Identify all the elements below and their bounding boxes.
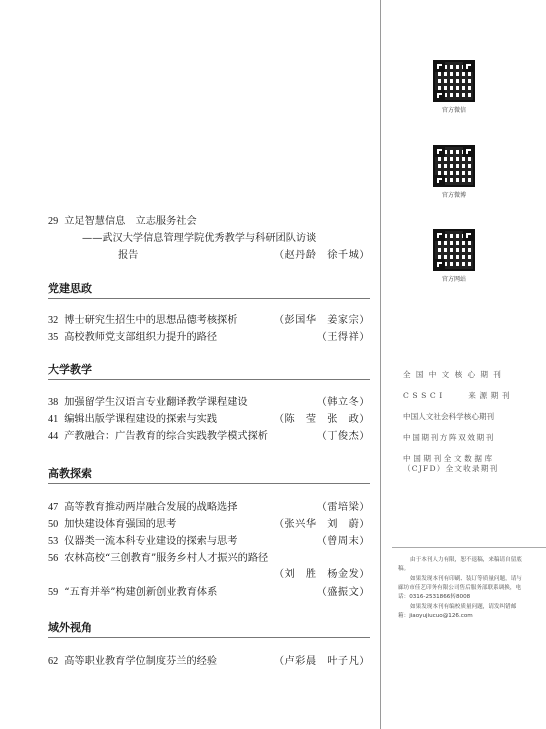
page-number: 62 <box>48 656 59 667</box>
toc-entry[interactable] <box>48 314 370 328</box>
section-header <box>48 282 370 296</box>
entry-authors: （彭国华 姜家宗） <box>273 315 370 326</box>
qr-code-icon <box>433 145 475 187</box>
section-header <box>48 363 370 377</box>
page-number: 44 <box>48 431 59 442</box>
entry-subtitle: ——武汉大学信息管理学院优秀教学与科研团队访谈 <box>82 233 317 244</box>
entry-title: 立足智慧信息 立志服务社会 <box>64 216 197 227</box>
section-rule <box>48 637 370 638</box>
notice-text: 如果发现本刊有印刷、装订等质量问题，请与廊坊市佳艺印务有限公司售后服务部联系调换，电话：0316-2531866转8008 <box>398 576 522 600</box>
entry-authors: （韩立冬） <box>316 397 370 408</box>
section-header <box>48 467 370 481</box>
toc-entry-lead[interactable] <box>48 215 370 229</box>
qr-wechat[interactable] <box>424 60 484 114</box>
column-divider <box>380 0 381 729</box>
notice-rule <box>392 547 546 548</box>
page-number: 56 <box>48 553 59 564</box>
entry-title: 高等教育推动两岸融合发展的战略选择 <box>64 502 238 513</box>
page-number: 32 <box>48 315 59 326</box>
toc-entry[interactable] <box>48 430 370 444</box>
qr-weibo[interactable] <box>424 145 484 199</box>
toc-entry[interactable] <box>48 396 370 410</box>
page-number: 29 <box>48 216 59 227</box>
toc-entry-lead-subtitle <box>48 232 370 246</box>
toc-entry[interactable] <box>48 331 370 345</box>
qr-code-icon <box>433 229 475 271</box>
section-title: 党建思政 <box>48 282 92 295</box>
qr-label: 官方微信 <box>441 107 466 114</box>
entry-authors: （陈 莹 张 政） <box>273 414 370 425</box>
entry-authors: （丁俊杰） <box>316 431 370 442</box>
index-item: 中国期刊方阵双效期刊 <box>403 433 495 442</box>
entry-authors: （雷培梁） <box>316 502 370 513</box>
section-rule <box>48 483 370 484</box>
entry-title: 高等职业教育学位制度芬兰的经验 <box>64 656 218 667</box>
toc-entry[interactable] <box>48 518 370 532</box>
qr-label: 官方微博 <box>441 192 466 199</box>
entry-authors: （刘 胜 杨金发） <box>273 569 370 580</box>
index-item: CSSCI 来源期刊 <box>403 391 514 400</box>
index-item: 中国期刊全文数据库 <box>403 454 495 463</box>
index-listings <box>403 370 535 485</box>
entry-authors: （卢彩晨 叶子凡） <box>273 656 370 667</box>
page-number: 35 <box>48 332 59 343</box>
notice-box <box>398 556 526 622</box>
qr-website[interactable] <box>424 229 484 283</box>
entry-title: “五育并举”构建创新创业教育体系 <box>64 587 218 598</box>
section-rule <box>48 298 370 299</box>
toc-entry[interactable] <box>48 501 370 515</box>
section-title: 高教探索 <box>48 467 92 480</box>
toc-entry[interactable] <box>48 655 370 669</box>
toc-entry[interactable] <box>48 413 370 427</box>
notice-text: 由于本刊人力有限，恕不退稿，来稿请自留底稿。 <box>398 557 522 572</box>
section-title: 域外视角 <box>48 621 92 634</box>
notice-text: 如果发现本刊有编校质量问题，请发纠错邮箱：jiaoyujiucuo@126.com <box>398 604 517 619</box>
entry-title: 加快建设体育强国的思考 <box>64 519 177 530</box>
entry-title: 产教融合：广告教育的综合实践教学模式探析 <box>64 431 268 442</box>
page-number: 59 <box>48 587 59 598</box>
entry-authors: （赵丹龄 徐千城） <box>273 250 370 261</box>
entry-title: 仪器类一流本科专业建设的探索与思考 <box>64 536 238 547</box>
page-number: 50 <box>48 519 59 530</box>
index-item: 中国人文社会科学核心期刊 <box>403 412 495 421</box>
toc-entry-lead-subtitle2 <box>48 249 370 263</box>
page-number: 38 <box>48 397 59 408</box>
page-number: 41 <box>48 414 59 425</box>
entry-authors: （王得祥） <box>316 332 370 343</box>
index-item: 全国中文核心期刊 <box>403 370 507 379</box>
section-rule <box>48 379 370 380</box>
entry-title: 博士研究生招生中的思想品德考核探析 <box>64 315 238 326</box>
qr-label: 官方网站 <box>441 276 466 283</box>
index-item: （CJFD）全文收录期刊 <box>403 464 499 473</box>
entry-authors: （曾周末） <box>316 536 370 547</box>
entry-title: 农林高校“三创教育”服务乡村人才振兴的路径 <box>64 553 269 564</box>
section-header <box>48 621 370 635</box>
page-number: 47 <box>48 502 59 513</box>
toc-entry[interactable] <box>48 535 370 549</box>
section-title: 大学教学 <box>48 363 92 376</box>
toc-entry[interactable] <box>48 586 370 600</box>
entry-authors: （盛振文） <box>316 587 370 598</box>
entry-title: 加强留学生汉语言专业翻译教学课程建设 <box>64 397 248 408</box>
entry-title: 高校教师党支部组织力提升的路径 <box>64 332 218 343</box>
entry-title: 编辑出版学课程建设的探索与实践 <box>64 414 218 425</box>
entry-subtitle-cont: 报告 <box>118 250 139 261</box>
page-number: 53 <box>48 536 59 547</box>
qr-code-icon <box>433 60 475 102</box>
entry-authors: （张兴华 刘 蔚） <box>273 519 370 530</box>
toc-entry[interactable] <box>48 552 370 566</box>
